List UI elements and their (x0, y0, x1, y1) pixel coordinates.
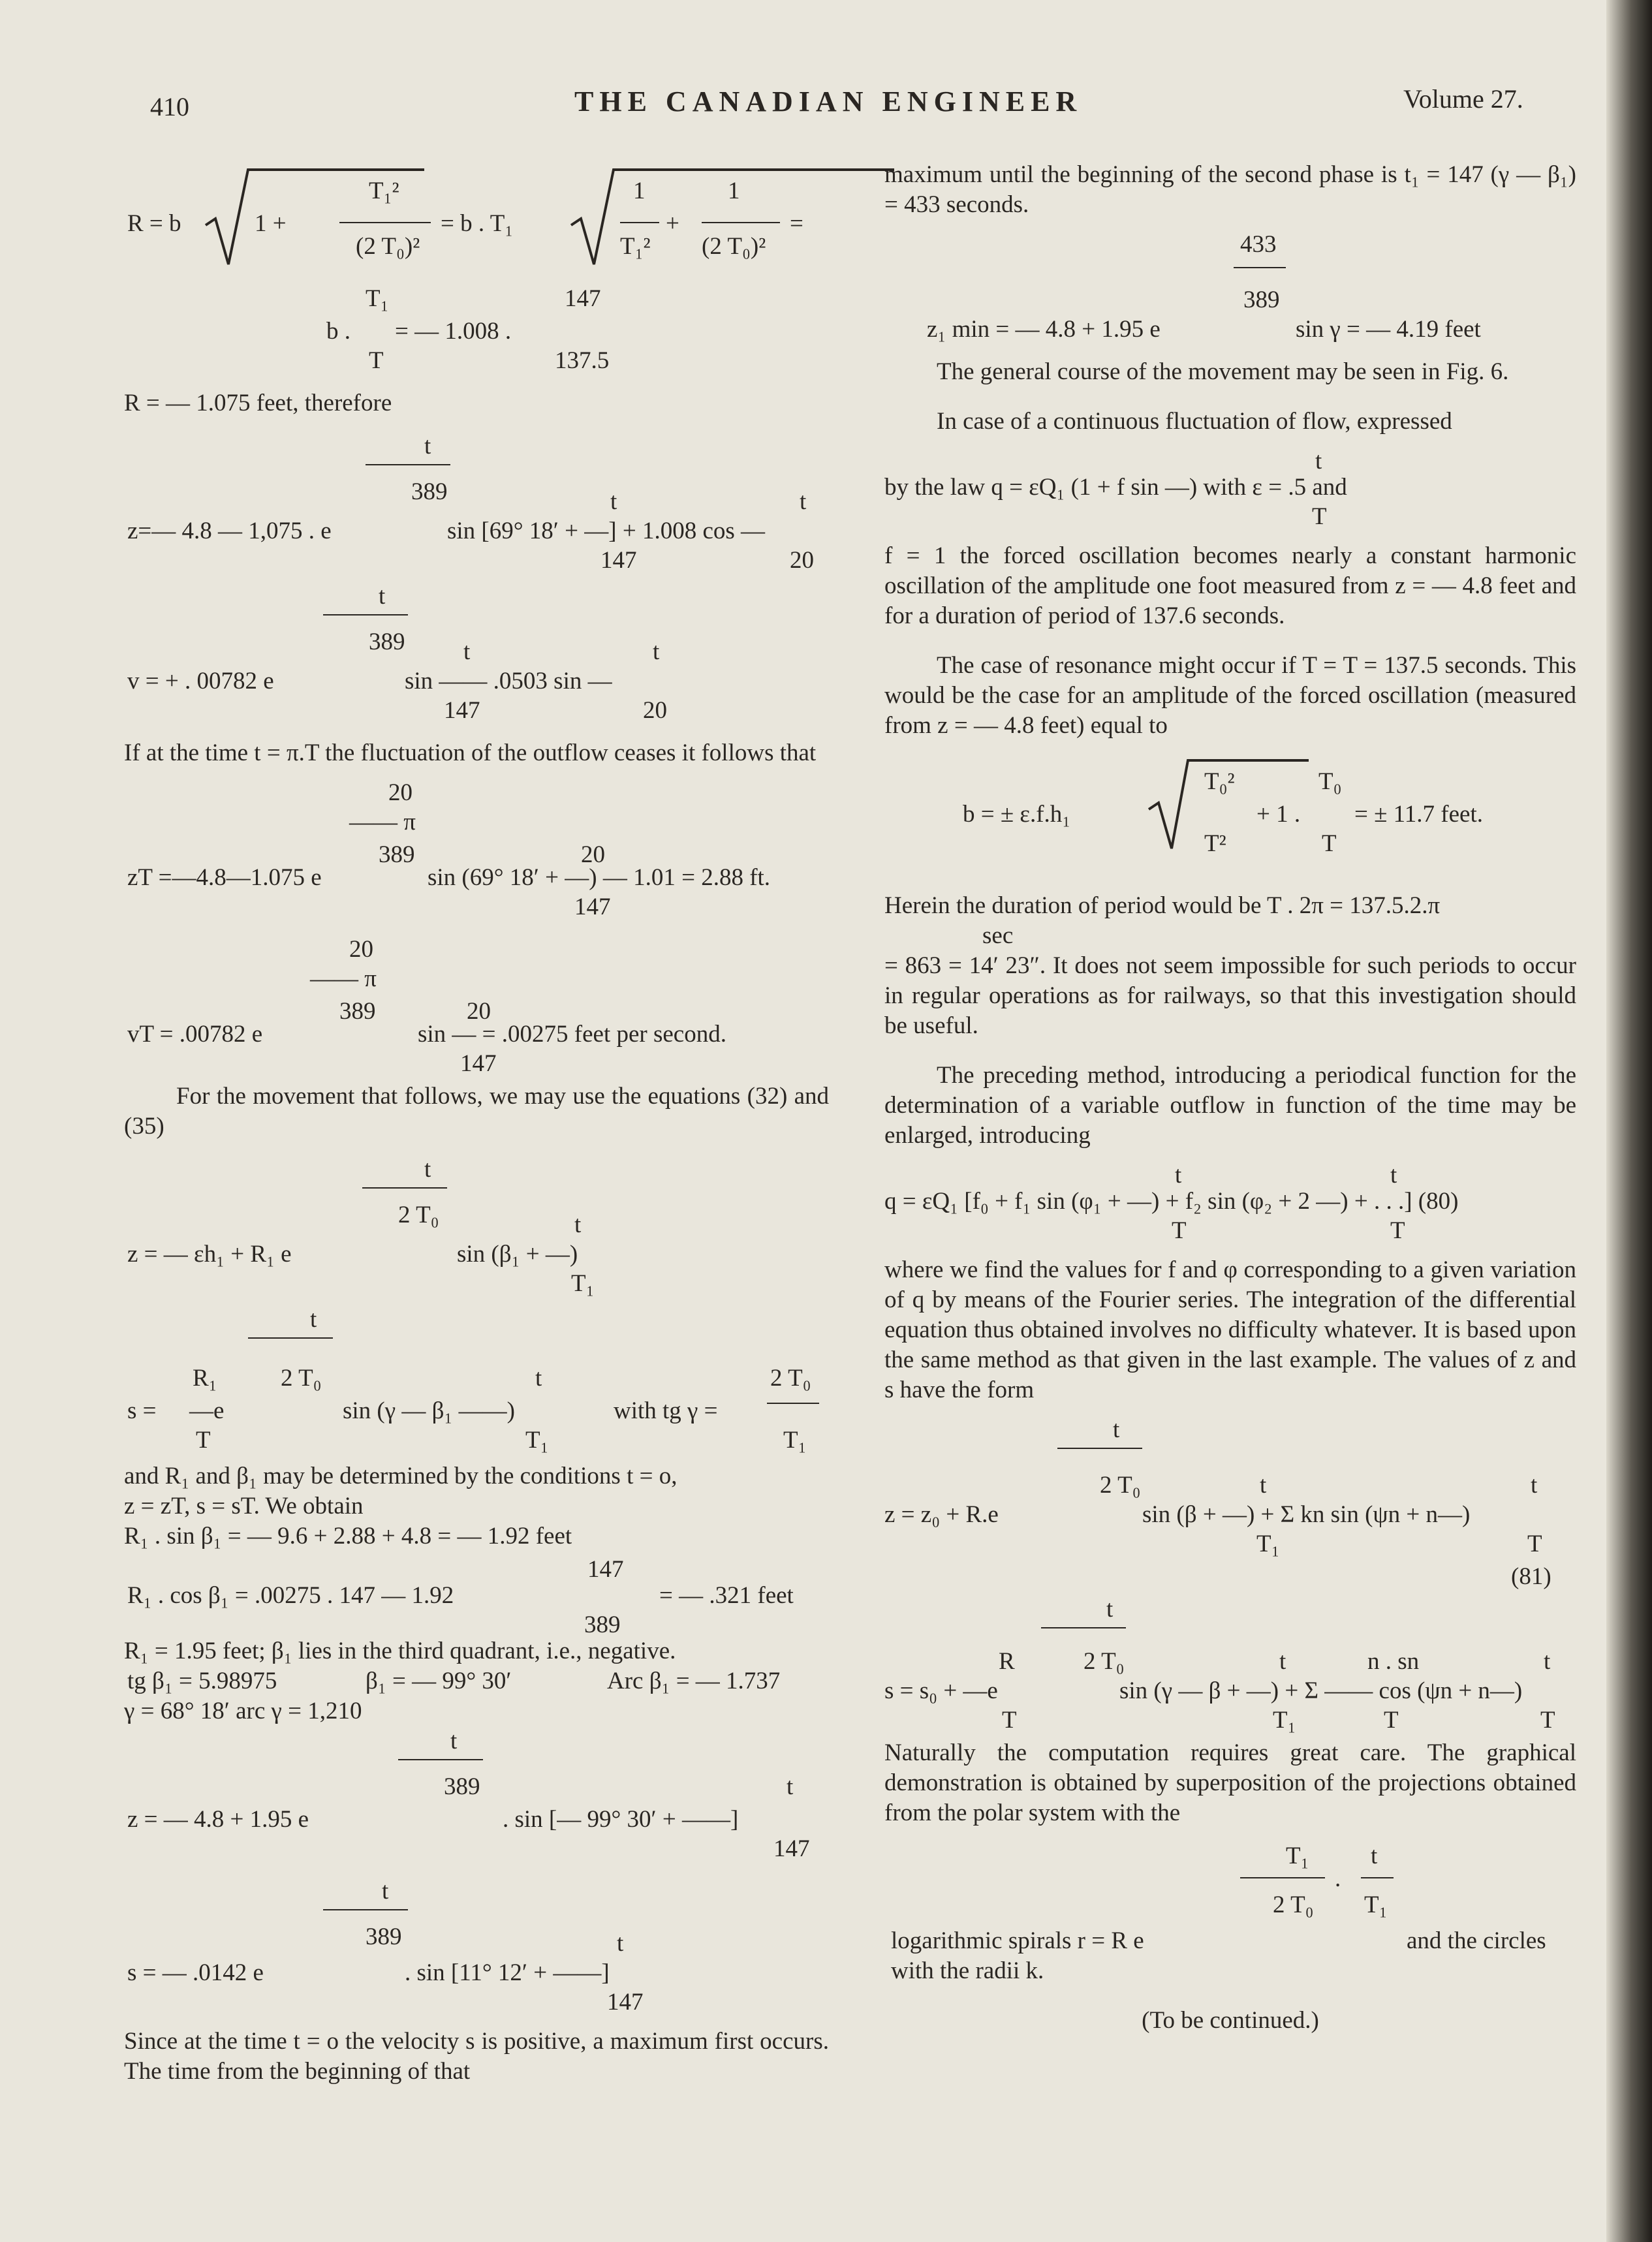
equation-z2: t 2 T₀ z = — εh₁ + R₁ e sin (β₁ + —) t T₁ (127, 1156, 595, 1297)
equation-s3: t 389 s = — .0142 e . sin [11° 12′ + ——] t 147 (127, 1878, 644, 2016)
equation-z: t 389 z=— 4.8 — 1,075 . e sin [69° 18′ + —] + 1.008 cos — t 147 t 20 (127, 433, 814, 574)
journal-title: THE CANADIAN ENGINEER (574, 86, 1083, 117)
fraction-bar (362, 1187, 447, 1189)
paragraph-since: Since at the time t = o the velocity s is positive, a maximum first occurs. The time from the beginning of that (124, 2028, 829, 2085)
to-be-continued-note: (To be continued.) (1142, 2007, 1319, 2034)
equation-z3: t 389 z = — 4.8 + 1.95 e . sin [— 99° 30′ + ——] t 147 (127, 1728, 810, 1862)
line-R-value: R = — 1.075 feet, therefore (124, 390, 392, 416)
equation-polar-system: T₁ 2 T₀ . t T₁ (884, 1835, 1576, 1926)
equation-law-q: t by the law q = εQ₁ (1 + f sin —) with ε = .5 and T (884, 448, 1347, 530)
paragraph-movement: For the movement that follows, we may use the equations (32) and (35) (124, 1083, 829, 1140)
paragraph-f1: f = 1 the forced oscillation becomes nearly a constant harmonic oscillation of the amplitude one foot measured from z = — 4.8 feet and for a duration of period of 137.6 seconds. (884, 542, 1576, 629)
page-edge-shadow (1606, 0, 1652, 2242)
line-tg-beta: tg β₁ = 5.98975 β₁ = — 99° 30′ Arc β₁ = — 1.737 (127, 1668, 781, 1694)
fraction-bar (767, 1403, 819, 1404)
fraction-bar (248, 1337, 333, 1339)
fraction-bar (1361, 1877, 1394, 1878)
line-z-zT: z = zT, s = sT. We obtain (124, 1493, 364, 1519)
equation-b-amplitude: b = ± ε.f.h₁ T₀² T² + 1 . T₀ T = ± 11.7 feet. (884, 754, 1576, 878)
equation-vT: 20 —— π 389 vT = .00782 e sin — = .00275 feet per second. 20 147 (127, 936, 726, 1077)
line-gamma: γ = 68° 18′ arc γ = 1,210 (124, 1698, 362, 1724)
equation-z1-min: 433 389 z₁ min = — 4.8 + 1.95 e sin γ = — 4.19 feet (927, 231, 1481, 343)
line-R1-value: R₁ = 1.95 feet; β₁ lies in the third quadrant, i.e., negative. (124, 1638, 676, 1664)
label-sec: sec (982, 922, 1014, 949)
equation-81-label-row: (81) (1511, 1563, 1551, 1590)
fraction-bar (323, 614, 408, 615)
paragraph-where: where we find the values for f and φ corresponding to a given variation of q by means of the Fourier series. The integration of the differential equation thus obtained involves no difficulty whatever. It is based upon the same method as that given in the last example. The values of z and s have the form (884, 1256, 1576, 1403)
equation-81-z: t 2 T₀ z = z₀ + R.e sin (β + —) + Σ kn sin (ψn + n—) t T₁ t T (884, 1416, 1542, 1557)
equation-v: t 389 v = + . 00782 e sin —— .0503 sin — t 147 t 20 (127, 583, 667, 724)
paragraph-general-course: The general course of the movement may be seen in Fig. 6. (937, 358, 1509, 385)
page-number: 410 (150, 92, 189, 121)
line-R1-sin: R₁ . sin β₁ = — 9.6 + 2.88 + 4.8 = — 1.92 feet (124, 1523, 572, 1549)
equation-81-s: t 2 T₀ R s = s₀ + —e T sin (γ — β + —) + Σ —— cos (ψn + n—) t T₁ n . sn T t T (884, 1596, 1555, 1734)
fraction-bar (1234, 267, 1286, 268)
paragraph-case-continuous: In case of a continuous fluctuation of flow, expressed (937, 408, 1452, 435)
fraction-bar (1041, 1627, 1126, 1628)
equation-80: t t q = εQ₁ [f₀ + f₁ sin (φ₁ + —) + f₂ sin (φ₂ + 2 —) + . . .] (80) T T (884, 1162, 1459, 1244)
equation-R1-cos: 147 R₁ . cos β₁ = .00275 . 147 — 1.92 389 = — .321 feet (127, 1556, 794, 1638)
equation-zT: 20 —— π 389 zT =—4.8—1.075 e sin (69° 18′ + —) — 1.01 = 2.88 ft. 20 147 (127, 779, 771, 920)
paragraph-and-R1: and R₁ and β₁ may be determined by the conditions t = o, (124, 1463, 678, 1489)
paragraph-maximum: maximum until the beginning of the second phase is t₁ = 147 (γ — β₁) = 433 seconds. (884, 161, 1576, 218)
paragraph-resonance: The case of resonance might occur if T = T = 137.5 seconds. This would be the case for an amplitude of the forced oscillation (measured from z = — 4.8 feet) equal to (884, 652, 1576, 739)
volume-label: Volume 27. (1403, 84, 1523, 114)
fraction-bar (323, 1909, 408, 1910)
left-column (124, 147, 829, 2170)
fraction-bar (702, 222, 780, 223)
paragraph-preceding: The preceding method, introducing a periodical function for the determination of a variable outflow in function of the time may be enlarged, introducing (884, 1062, 1576, 1149)
fraction-bar (620, 222, 659, 223)
equation-s2: t 2 T₀ s = R₁ T —e sin (γ — β₁ ——) t T₁ with tg γ = 2 T₀ T₁ (124, 1292, 829, 1455)
paragraph-logarithmic-spirals: logarithmic spirals r = R e and the circles with the radii k. (891, 1927, 1546, 1984)
fraction-bar (398, 1759, 483, 1760)
paragraph-863: = 863 = 14′ 23″. It does not seem impossible for such periods to occur in regular operations as for railways, so that this investigation should be useful. (884, 952, 1576, 1039)
right-column (884, 147, 1576, 2170)
equation-R-definition: R = b 1 + T₁² (2 T₀)² = b . T₁ 1 T₁² + 1 (2 T₀)² = (124, 147, 829, 277)
fraction-bar (339, 222, 431, 223)
page-header (0, 78, 1652, 124)
paragraph-if-time: If at the time t = π.T the fluctuation of the outflow ceases it follows that (124, 740, 817, 766)
equation-b-ratio: b . T₁ T = — 1.008 . 147 137.5 (326, 285, 610, 374)
fraction-bar (366, 464, 450, 465)
paragraph-naturally: Naturally the computation requires great care. The graphical demonstration is obtained by superposition of the projections obtained from the polar system with the (884, 1739, 1576, 1826)
paragraph-herein: Herein the duration of period would be T . 2π = 137.5.2.π (884, 892, 1441, 919)
fraction-bar (1240, 1877, 1325, 1878)
fraction-bar (1057, 1448, 1142, 1449)
